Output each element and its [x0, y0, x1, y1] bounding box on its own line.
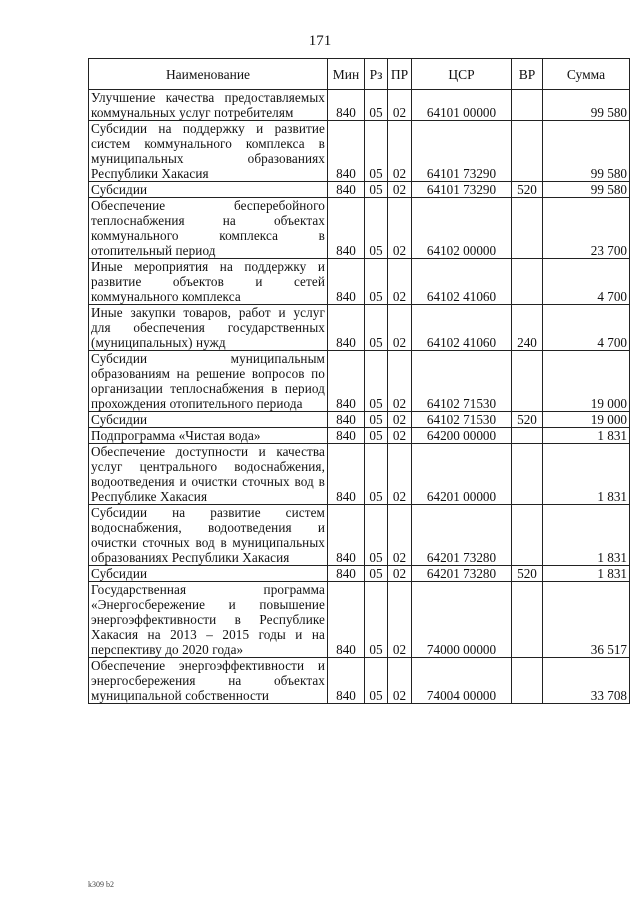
table-row [89, 582, 630, 658]
cell-pr: 02 [388, 505, 412, 566]
cell-min: 840 [328, 351, 365, 412]
table-row [89, 182, 630, 198]
cell-sum: 1 831 [543, 428, 630, 444]
cell-sum: 19 000 [543, 351, 630, 412]
cell-sum: 23 700 [543, 198, 630, 259]
cell-vr [512, 582, 543, 658]
cell-csr: 74004 00000 [412, 658, 512, 704]
cell-vr [512, 90, 543, 121]
cell-pr: 02 [388, 412, 412, 428]
cell-pr: 02 [388, 182, 412, 198]
cell-sum: 1 831 [543, 444, 630, 505]
cell-sum: 36 517 [543, 582, 630, 658]
budget-table [88, 58, 630, 704]
cell-pr: 02 [388, 566, 412, 582]
cell-pr: 02 [388, 582, 412, 658]
cell-csr: 64200 00000 [412, 428, 512, 444]
cell-rz: 05 [365, 505, 388, 566]
cell-csr: 74000 00000 [412, 582, 512, 658]
cell-rz: 05 [365, 444, 388, 505]
table-row [89, 121, 630, 182]
cell-vr: 240 [512, 305, 543, 351]
cell-min: 840 [328, 121, 365, 182]
cell-csr: 64201 73280 [412, 505, 512, 566]
cell-name: Подпрограмма «Чистая вода» [89, 428, 328, 444]
cell-sum: 1 831 [543, 505, 630, 566]
cell-name: Иные закупки товаров, работ и услуг для обеспечения государственных (муниципальных) нужд [89, 305, 328, 351]
cell-csr: 64102 41060 [412, 259, 512, 305]
table-row [89, 566, 630, 582]
cell-vr [512, 121, 543, 182]
cell-csr: 64102 71530 [412, 351, 512, 412]
cell-pr: 02 [388, 658, 412, 704]
cell-vr [512, 351, 543, 412]
footer-code: k309 b2 [88, 880, 114, 889]
cell-rz: 05 [365, 90, 388, 121]
header-csr: ЦСР [412, 59, 512, 90]
cell-csr: 64101 73290 [412, 121, 512, 182]
table-row [89, 428, 630, 444]
header-min: Мин [328, 59, 365, 90]
cell-csr: 64102 41060 [412, 305, 512, 351]
cell-name: Субсидии [89, 182, 328, 198]
cell-min: 840 [328, 505, 365, 566]
cell-name: Обеспечение доступности и качества услуг центрального водоснабжения, водоотведения и очистки сточных вод в Республике Хакасия [89, 444, 328, 505]
cell-rz: 05 [365, 305, 388, 351]
cell-pr: 02 [388, 90, 412, 121]
page-number: 171 [308, 33, 332, 49]
table-row [89, 505, 630, 566]
cell-rz: 05 [365, 198, 388, 259]
cell-rz: 05 [365, 658, 388, 704]
table-row [89, 90, 630, 121]
header-vr: ВР [512, 59, 543, 90]
cell-rz: 05 [365, 182, 388, 198]
cell-rz: 05 [365, 351, 388, 412]
cell-vr [512, 428, 543, 444]
cell-rz: 05 [365, 412, 388, 428]
cell-name: Субсидии [89, 412, 328, 428]
cell-name: Обеспечение энергоэффективности и энергосбережения на объектах муниципальной собственности [89, 658, 328, 704]
cell-pr: 02 [388, 259, 412, 305]
cell-rz: 05 [365, 121, 388, 182]
cell-min: 840 [328, 444, 365, 505]
cell-min: 840 [328, 259, 365, 305]
cell-rz: 05 [365, 428, 388, 444]
cell-name: Субсидии [89, 566, 328, 582]
header-row [89, 59, 630, 90]
cell-min: 840 [328, 428, 365, 444]
cell-min: 840 [328, 412, 365, 428]
cell-vr: 520 [512, 412, 543, 428]
cell-min: 840 [328, 658, 365, 704]
cell-rz: 05 [365, 566, 388, 582]
cell-vr [512, 444, 543, 505]
cell-name: Субсидии на развитие систем водоснабжения, водоотведения и очистки сточных вод в муниципальных образованиях Республики Хакасия [89, 505, 328, 566]
header-rz: Рз [365, 59, 388, 90]
cell-sum: 99 580 [543, 182, 630, 198]
cell-pr: 02 [388, 305, 412, 351]
cell-name: Государственная программа «Энергосбережение и повышение энергоэффективности в Республике Хакасия на 2013 – 2015 годы и на перспективу до 2020 года» [89, 582, 328, 658]
cell-sum: 4 700 [543, 305, 630, 351]
cell-min: 840 [328, 182, 365, 198]
cell-name: Улучшение качества предоставляемых коммунальных услуг потребителям [89, 90, 328, 121]
cell-sum: 4 700 [543, 259, 630, 305]
cell-csr: 64102 71530 [412, 412, 512, 428]
cell-name: Обеспечение бесперебойного теплоснабжения на объектах коммунального комплекса в отопительный период [89, 198, 328, 259]
table-row [89, 198, 630, 259]
cell-name: Иные мероприятия на поддержку и развитие объектов и сетей коммунального комплекса [89, 259, 328, 305]
cell-sum: 99 580 [543, 121, 630, 182]
cell-name: Субсидии на поддержку и развитие систем коммунального комплекса в муниципальных образованиях Республики Хакасия [89, 121, 328, 182]
cell-csr: 64101 00000 [412, 90, 512, 121]
cell-sum: 1 831 [543, 566, 630, 582]
table-row [89, 658, 630, 704]
cell-min: 840 [328, 566, 365, 582]
header-name: Наименование [89, 59, 328, 90]
cell-csr: 64201 00000 [412, 444, 512, 505]
cell-sum: 33 708 [543, 658, 630, 704]
header-pr: ПР [388, 59, 412, 90]
cell-sum: 19 000 [543, 412, 630, 428]
cell-pr: 02 [388, 444, 412, 505]
cell-vr [512, 658, 543, 704]
cell-vr: 520 [512, 182, 543, 198]
cell-vr [512, 198, 543, 259]
table-row [89, 259, 630, 305]
cell-rz: 05 [365, 259, 388, 305]
cell-pr: 02 [388, 428, 412, 444]
cell-sum: 99 580 [543, 90, 630, 121]
cell-name: Субсидии муниципальным образованиям на решение вопросов по организации теплоснабжения в период прохождения отопительного периода [89, 351, 328, 412]
cell-csr: 64101 73290 [412, 182, 512, 198]
cell-pr: 02 [388, 121, 412, 182]
cell-csr: 64102 00000 [412, 198, 512, 259]
cell-min: 840 [328, 90, 365, 121]
cell-min: 840 [328, 582, 365, 658]
table-row [89, 351, 630, 412]
cell-pr: 02 [388, 351, 412, 412]
cell-min: 840 [328, 305, 365, 351]
header-sum: Сумма [543, 59, 630, 90]
cell-pr: 02 [388, 198, 412, 259]
cell-vr [512, 259, 543, 305]
table-row [89, 412, 630, 428]
budget-table-body [89, 90, 630, 704]
cell-vr: 520 [512, 566, 543, 582]
cell-min: 840 [328, 198, 365, 259]
cell-csr: 64201 73280 [412, 566, 512, 582]
table-row [89, 444, 630, 505]
table-row [89, 305, 630, 351]
cell-rz: 05 [365, 582, 388, 658]
cell-vr [512, 505, 543, 566]
